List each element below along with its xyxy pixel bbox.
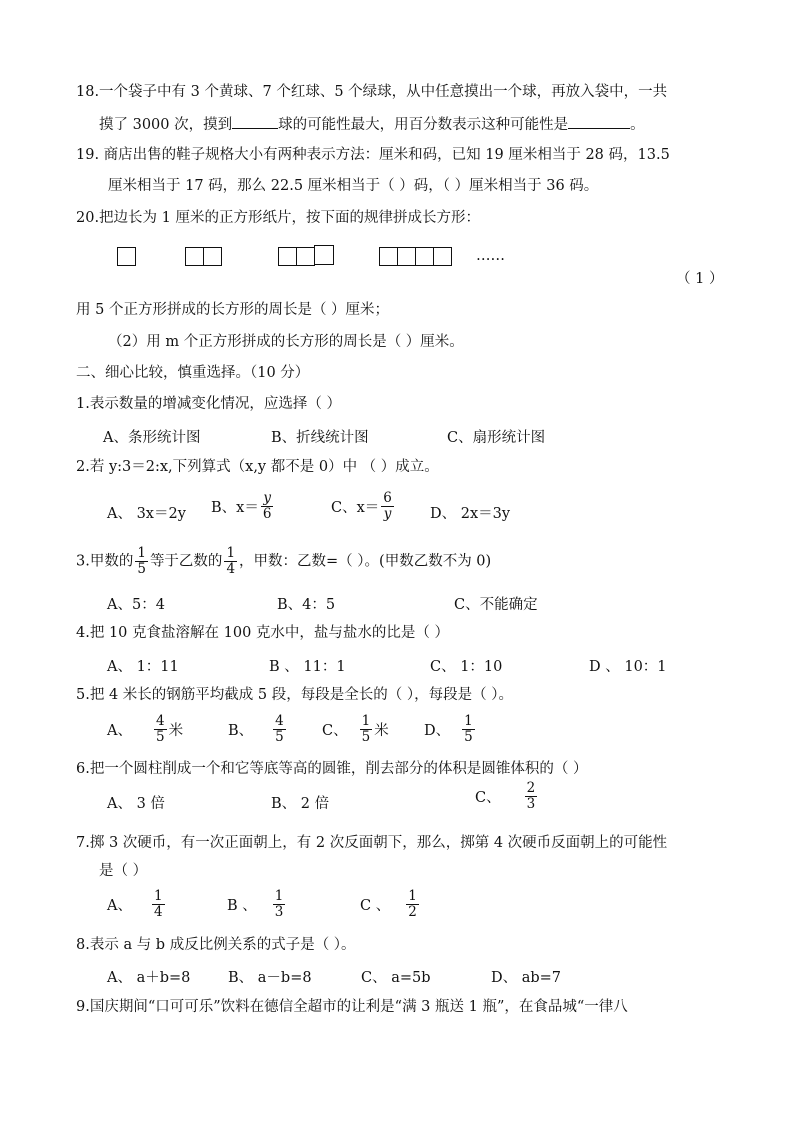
frac-numerator: 2 — [526, 780, 536, 796]
choice-7-line1: 7.掷 3 次硬币，有一次正面朝上，有 2 次反面朝下，那么，掷第 4 次硬币反面朝上的可能性 — [76, 835, 668, 851]
q20-sub1-text: 用 5 个正方形拼成的长方形的周长是（ ）厘米； — [76, 302, 390, 318]
choice-5-option-a[interactable]: A、 $\frac{4}{5}$ 米 — [107, 713, 184, 745]
choice-6-stem: 6.把一个圆柱削成一个和它等底等高的圆锥，削去部分的体积是圆锥体积的（ ） — [76, 761, 588, 777]
q19-line1: 19. 商店出售的鞋子规格大小有两种表示方法：厘米和码，已知 19 厘米相当于 28 码，13.5 — [76, 147, 670, 163]
pattern-3-square — [314, 245, 334, 265]
frac-denominator: 5 — [464, 729, 473, 745]
choice-1-option-b[interactable]: B、折线统计图 — [271, 430, 369, 446]
choice-9-line1: 9.国庆期间“口可可乐”饮料在德信全超市的让利是“满 3 瓶送 1 瓶”，在食品城“一律八 — [76, 999, 628, 1015]
choice-7-option-b[interactable]: B 、 $\frac{1}{3}$ — [227, 888, 284, 920]
choice-2-option-b[interactable]: B、x＝ $\frac{y}{6}$ — [211, 490, 272, 522]
q18-line1: 18.一个袋子中有 3 个黄球、7 个红球、5 个绿球，从中任意摸出一个球，再放入袋中，一共 — [76, 84, 668, 100]
choice-2-option-d[interactable]: D、 2x＝3y — [430, 506, 511, 522]
choice-7-line2: 是（ ） — [99, 863, 148, 879]
choice-3-option-a[interactable]: A、5：4 — [107, 597, 165, 613]
choice-8-option-a[interactable]: A、 a＋b=8 — [107, 970, 191, 986]
choice-1-stem: 1.表示数量的增减变化情况，应选择（ ） — [76, 396, 341, 412]
frac-denominator: 5 — [275, 729, 284, 745]
choice-6-option-a[interactable]: A、 3 倍 — [107, 796, 165, 812]
q18-line2c: 。 — [630, 117, 645, 133]
pattern-4-square — [433, 247, 452, 266]
pattern-2-square — [203, 247, 222, 266]
frac-denominator: y — [383, 506, 392, 522]
section-2-title: 二、细心比较，慎重选择。（10 分） — [76, 365, 310, 381]
q18-blank-percent[interactable] — [568, 114, 630, 129]
frac-numerator: 1 — [137, 545, 146, 561]
choice-1-option-a[interactable]: A、条形统计图 — [103, 430, 201, 446]
q18-line2b: 球的可能性最大，用百分数表示这种可能性是 — [278, 117, 569, 133]
q20-sub2-text: （2）用 m 个正方形拼成的长方形的周长是（ ）厘米。 — [108, 334, 464, 350]
q20-sub1-label: （ 1 ） — [676, 271, 724, 287]
choice-2-option-c[interactable]: C、x＝ $\frac{6}{y}$ — [331, 490, 392, 522]
frac-numerator: 4 — [275, 713, 284, 729]
choice-5-option-b[interactable]: B、 $\frac{4}{5}$ — [228, 713, 284, 745]
choice-2-option-a[interactable]: A、 3x＝2y — [107, 506, 186, 522]
frac-numerator: 6 — [383, 490, 392, 506]
frac-numerator: y — [263, 490, 271, 506]
pattern-4-square — [397, 247, 416, 266]
pattern-ellipsis: …… — [476, 248, 505, 264]
q20-line1: 20.把边长为 1 厘米的正方形纸片，按下面的规律拼成长方形： — [76, 210, 481, 226]
q18-line2 — [99, 114, 645, 135]
frac-numerator: 1 — [153, 888, 163, 904]
pattern-1-square — [117, 247, 136, 266]
frac-denominator: 3 — [274, 904, 284, 920]
choice-4-stem: 4.把 10 克食盐溶解在 100 克水中，盐与盐水的比是（ ） — [76, 625, 450, 641]
frac-denominator: 4 — [226, 561, 236, 577]
pattern-3-square — [278, 247, 297, 266]
q18-blank-color[interactable] — [232, 114, 278, 129]
choice-4-option-b[interactable]: B 、 11：1 — [269, 659, 346, 675]
frac-denominator: 5 — [155, 729, 165, 745]
choice-5-option-c[interactable]: C、 $\frac{1}{5}$ 米 — [322, 713, 389, 745]
frac-numerator: 1 — [408, 888, 417, 904]
frac-numerator: 1 — [226, 545, 236, 561]
choice-5-stem: 5.把 4 米长的钢筋平均截成 5 段，每段是全长的（ ），每段是（ ）。 — [76, 687, 513, 703]
choice-6-option-c[interactable]: C、 $\frac{2}{3}$ — [475, 780, 536, 812]
choice-1-option-c[interactable]: C、扇形统计图 — [447, 430, 546, 446]
frac-numerator: 1 — [274, 888, 284, 904]
choice-8-stem: 8.表示 a 与 b 成反比例关系的式子是（ ）。 — [76, 937, 356, 953]
choice-8-option-c[interactable]: C、 a=5b — [361, 970, 431, 986]
pattern-2-square — [185, 247, 204, 266]
frac-denominator: 5 — [137, 561, 146, 577]
frac-numerator: 1 — [361, 713, 371, 729]
pattern-4-square — [415, 247, 434, 266]
frac-denominator: 5 — [361, 729, 371, 745]
choice-6-option-b[interactable]: B、 2 倍 — [271, 796, 330, 812]
choice-2-stem: 2.若 y:3＝2:x,下列算式（x,y 都不是 0）中 （ ）成立。 — [76, 459, 439, 475]
choice-3-stem: 3.甲数的 $\frac{1}{5}$ 等于乙数的 $\frac{1}{4}$ ，甲数：乙数=（ ）。(甲数乙数不为 0) — [76, 545, 492, 577]
choice-3-option-c[interactable]: C、不能确定 — [454, 597, 538, 613]
frac-numerator: 4 — [155, 713, 165, 729]
pattern-3-square — [296, 247, 315, 266]
choice-4-option-c[interactable]: C、 1：10 — [430, 659, 503, 675]
choice-4-option-d[interactable]: D 、 10：1 — [589, 659, 667, 675]
frac-denominator: 4 — [153, 904, 163, 920]
pattern-4-square — [379, 247, 398, 266]
frac-numerator: 1 — [464, 713, 473, 729]
q19-line2: 厘米相当于 17 码，那么 22.5 厘米相当于（ ）码，（ ）厘米相当于 36 码。 — [108, 178, 599, 194]
choice-7-option-c[interactable]: C 、 $\frac{1}{2}$ — [360, 888, 417, 920]
choice-7-option-a[interactable]: A、 $\frac{1}{4}$ — [107, 888, 163, 920]
q18-line2a: 摸了 3000 次，摸到 — [99, 117, 233, 133]
choice-3-option-b[interactable]: B、4：5 — [277, 597, 336, 613]
choice-8-option-b[interactable]: B、 a－b=8 — [228, 970, 312, 986]
choice-5-option-d[interactable]: D、 $\frac{1}{5}$ — [424, 713, 473, 745]
frac-denominator: 6 — [262, 506, 272, 522]
choice-4-option-a[interactable]: A、 1：11 — [107, 659, 179, 675]
frac-denominator: 2 — [408, 904, 417, 920]
frac-denominator: 3 — [526, 796, 536, 812]
choice-8-option-d[interactable]: D、 ab=7 — [491, 970, 562, 986]
